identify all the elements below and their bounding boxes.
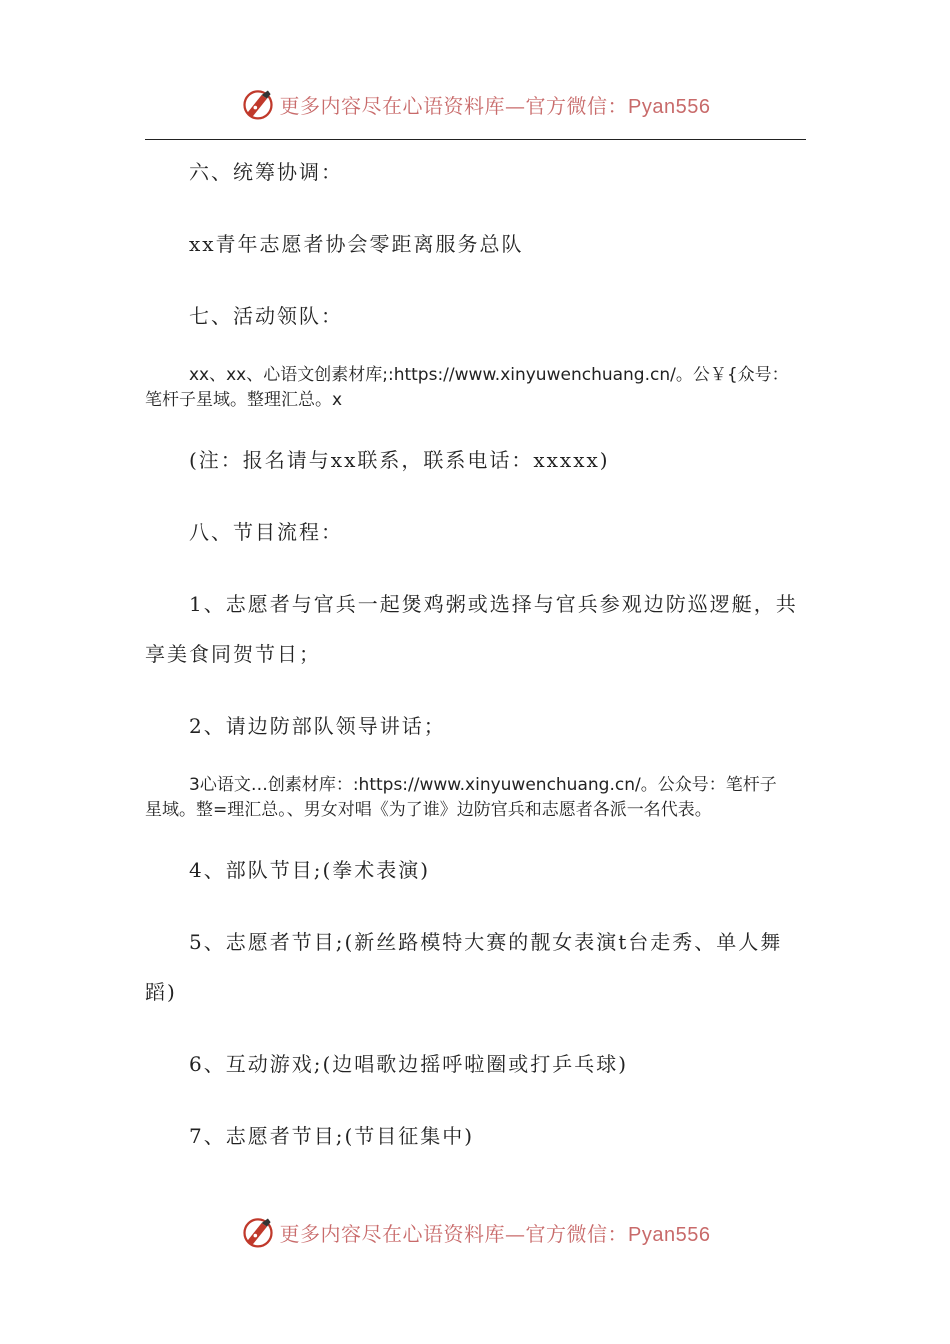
footer-banner bbox=[0, 1212, 950, 1252]
banner-text: 更多内容尽在心语资料库—官方微信：Pyan556 bbox=[279, 1221, 711, 1246]
wechat-id: Pyan556 bbox=[628, 95, 711, 118]
paragraph-organizer: xx青年志愿者协会零距离服务总队 bbox=[189, 232, 524, 256]
paragraph-leaders-line1: xx、xx、心语文创素材库;:https://www.xinyuwenchuang.cn/。公￥{众号： bbox=[189, 365, 789, 385]
program-item-6: 6、互动游戏;(边唱歌边摇呼啦圈或打乒乓球) bbox=[189, 1052, 629, 1076]
pen-nib-circle-icon bbox=[240, 1214, 276, 1250]
program-item-1-line1: 1、志愿者与官兵一起煲鸡粥或选择与官兵参观边防巡逻艇，共 bbox=[189, 592, 798, 616]
program-item-5-line2: 蹈) bbox=[145, 980, 177, 1004]
program-item-5-line1: 5、志愿者节目;(新丝路模特大赛的靓女表演t台走秀、单人舞 bbox=[189, 930, 783, 954]
wechat-id: Pyan556 bbox=[628, 1223, 711, 1246]
program-item-1-line2: 享美食同贺节日； bbox=[145, 642, 321, 666]
pen-nib-circle-icon bbox=[240, 86, 276, 122]
program-item-3-line1: 3心语文…创素材库：:https://www.xinyuwenchuang.cn/。公众号：笔杆子 bbox=[189, 775, 777, 795]
program-item-7: 7、志愿者节目;(节目征集中) bbox=[189, 1124, 475, 1148]
paragraph-leaders-line2: 笔杆子星域。整理汇总。x bbox=[145, 390, 343, 410]
program-item-4: 4、部队节目;(拳术表演) bbox=[189, 858, 431, 882]
section-heading-leaders: 七、活动领队： bbox=[189, 304, 343, 328]
program-item-3-line2: 星域。整=理汇总。、男女对唱《为了谁》边防官兵和志愿者各派一名代表。 bbox=[145, 800, 712, 820]
section-heading-coordination: 六、统筹协调： bbox=[189, 160, 343, 184]
banner-text: 更多内容尽在心语资料库—官方微信：Pyan556 bbox=[279, 93, 711, 118]
header-divider bbox=[145, 139, 806, 140]
header-banner bbox=[0, 84, 950, 124]
paragraph-note: (注：报名请与xx联系，联系电话：xxxxx) bbox=[189, 448, 610, 472]
section-heading-program: 八、节目流程： bbox=[189, 520, 343, 544]
program-item-2: 2、请边防部队领导讲话； bbox=[189, 714, 446, 738]
